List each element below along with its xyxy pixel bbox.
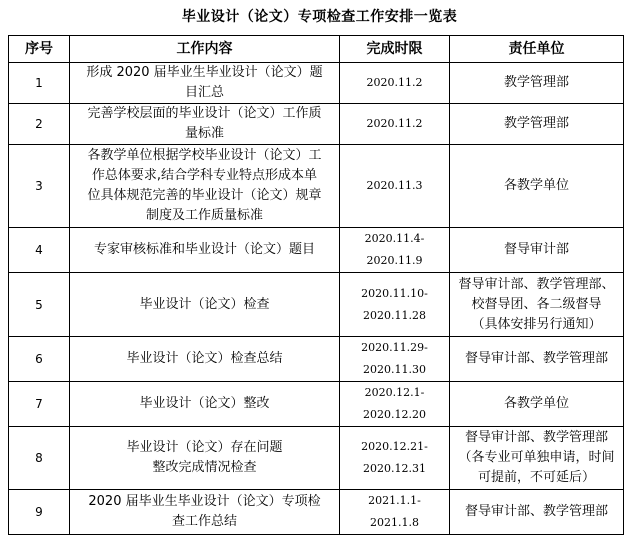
work-content-cell-line: 毕业设计（论文）整改: [139, 396, 270, 411]
header-content: 工作内容: [70, 36, 340, 63]
work-content-cell-line: 目汇总: [184, 85, 224, 100]
header-unit: 责任单位: [450, 36, 624, 63]
responsible-unit-cell-line: 教学管理部: [503, 75, 569, 90]
deadline-cell: [340, 490, 450, 535]
deadline-cell: [340, 273, 450, 337]
work-content-cell: [70, 273, 340, 337]
responsible-unit-cell-line: 各教学单位: [503, 178, 569, 193]
row-number: 6: [9, 337, 70, 382]
responsible-unit-cell: [450, 104, 624, 145]
deadline-cell: [340, 427, 450, 490]
row-number: 2: [9, 104, 70, 145]
deadline-cell-line: 2021.1.8: [370, 516, 419, 529]
deadline-cell: [340, 228, 450, 273]
deadline-cell: [340, 382, 450, 427]
work-content-cell: [70, 63, 340, 104]
deadline-cell-line: 2020.11.10-: [361, 286, 428, 300]
table-row: [9, 104, 624, 145]
table-row: [9, 382, 624, 427]
header-deadline: 完成时限: [340, 36, 450, 63]
responsible-unit-cell-line: 教学管理部: [503, 116, 569, 131]
work-content-cell: [70, 427, 340, 490]
deadline-cell-line: 2021.1.1-: [368, 494, 421, 507]
deadline-cell-line: 2020.12.20: [363, 408, 426, 421]
work-content-cell: [70, 382, 340, 427]
work-content-cell-line: 专家审核标准和毕业设计（论文）题目: [93, 242, 315, 257]
table-row: [9, 273, 624, 337]
deadline-cell-line: 2020.12.31: [363, 462, 426, 475]
responsible-unit-cell-line: （具体安排另行通知）: [471, 316, 602, 332]
work-content-cell-line: 各教学单位根据学校毕业设计（论文）工: [87, 148, 322, 163]
responsible-unit-cell: [450, 337, 624, 382]
work-content-cell-line: 形成 2020 届毕业生毕业设计（论文）题: [86, 65, 323, 80]
work-content-cell-line: 查工作总结: [171, 514, 237, 529]
deadline-cell: [340, 337, 450, 382]
deadline-cell-line: 2020.11.2: [366, 76, 423, 89]
row-number: 4: [9, 228, 70, 273]
deadline-cell-line: 2020.11.29-: [361, 341, 428, 354]
table-row: [9, 145, 624, 228]
row-number: 1: [9, 63, 70, 104]
responsible-unit-cell-line: 督导审计部、教学管理部: [464, 430, 608, 445]
table-header-row: [9, 36, 624, 63]
work-content-cell-line: 整改完成情况检查: [152, 460, 257, 475]
row-number: 9: [9, 490, 70, 535]
deadline-cell-line: 2020.11.28: [363, 308, 426, 322]
document-title: 毕业设计（论文）专项检查工作安排一览表: [181, 9, 458, 25]
work-content-cell-line: 完善学校层面的毕业设计（论文）工作质: [87, 106, 322, 121]
work-content-cell: [70, 337, 340, 382]
deadline-cell-line: 2020.11.4-: [364, 232, 425, 245]
responsible-unit-cell-line: （各专业可单独申请，时间: [458, 450, 615, 465]
deadline-cell-line: 2020.11.2: [366, 117, 423, 130]
table-row: [9, 427, 624, 490]
work-schedule-table: [8, 35, 624, 535]
row-number: 3: [9, 145, 70, 228]
responsible-unit-cell: [450, 273, 624, 337]
responsible-unit-cell-line: 督导审计部、教学管理部: [464, 504, 608, 519]
responsible-unit-cell-line: 督导审计部、教学管理部: [464, 351, 608, 366]
table-row: [9, 490, 624, 535]
responsible-unit-cell-line: 督导审计部: [503, 242, 569, 257]
work-content-cell: [70, 490, 340, 535]
work-content-cell-line: 毕业设计（论文）检查总结: [126, 351, 283, 366]
work-content-cell-line: 2020 届毕业生毕业设计（论文）专项检: [88, 494, 321, 509]
responsible-unit-cell: [450, 382, 624, 427]
deadline-cell: [340, 145, 450, 228]
responsible-unit-cell-line: 校督导团、各二级督导: [471, 296, 602, 312]
table-row: [9, 228, 624, 273]
responsible-unit-cell-line: 各教学单位: [503, 396, 569, 411]
responsible-unit-cell: [450, 145, 624, 228]
work-content-cell-line: 毕业设计（论文）检查: [139, 296, 270, 312]
work-content-cell-line: 毕业设计（论文）存在问题: [126, 440, 283, 455]
work-content-cell: [70, 104, 340, 145]
row-number: 7: [9, 382, 70, 427]
responsible-unit-cell: [450, 427, 624, 490]
deadline-cell-line: 2020.12.21-: [361, 440, 428, 453]
work-content-cell-line: 位具体规范完善的毕业设计（论文）规章: [87, 188, 322, 203]
deadline-cell: [340, 104, 450, 145]
deadline-cell-line: 2020.11.9: [366, 254, 423, 267]
header-no: 序号: [9, 36, 70, 63]
work-content-cell-line: 制度及工作质量标准: [145, 208, 263, 223]
deadline-cell: [340, 63, 450, 104]
deadline-cell-line: 2020.12.1-: [364, 386, 425, 399]
table-row: [9, 63, 624, 104]
deadline-cell-line: 2020.11.3: [366, 179, 423, 192]
responsible-unit-cell: [450, 228, 624, 273]
deadline-cell-line: 2020.11.30: [363, 363, 426, 376]
responsible-unit-cell: [450, 63, 624, 104]
work-content-cell-line: 量标准: [184, 126, 224, 141]
row-number: 8: [9, 427, 70, 490]
responsible-unit-cell-line: 可提前，不可延后）: [477, 470, 595, 485]
responsible-unit-cell: [450, 490, 624, 535]
table-row: [9, 337, 624, 382]
work-content-cell-line: 作总体要求,结合学科专业特点形成本单: [91, 168, 318, 183]
work-content-cell: [70, 228, 340, 273]
responsible-unit-cell-line: 督导审计部、教学管理部、: [458, 276, 615, 292]
row-number: 5: [9, 273, 70, 337]
work-content-cell: [70, 145, 340, 228]
